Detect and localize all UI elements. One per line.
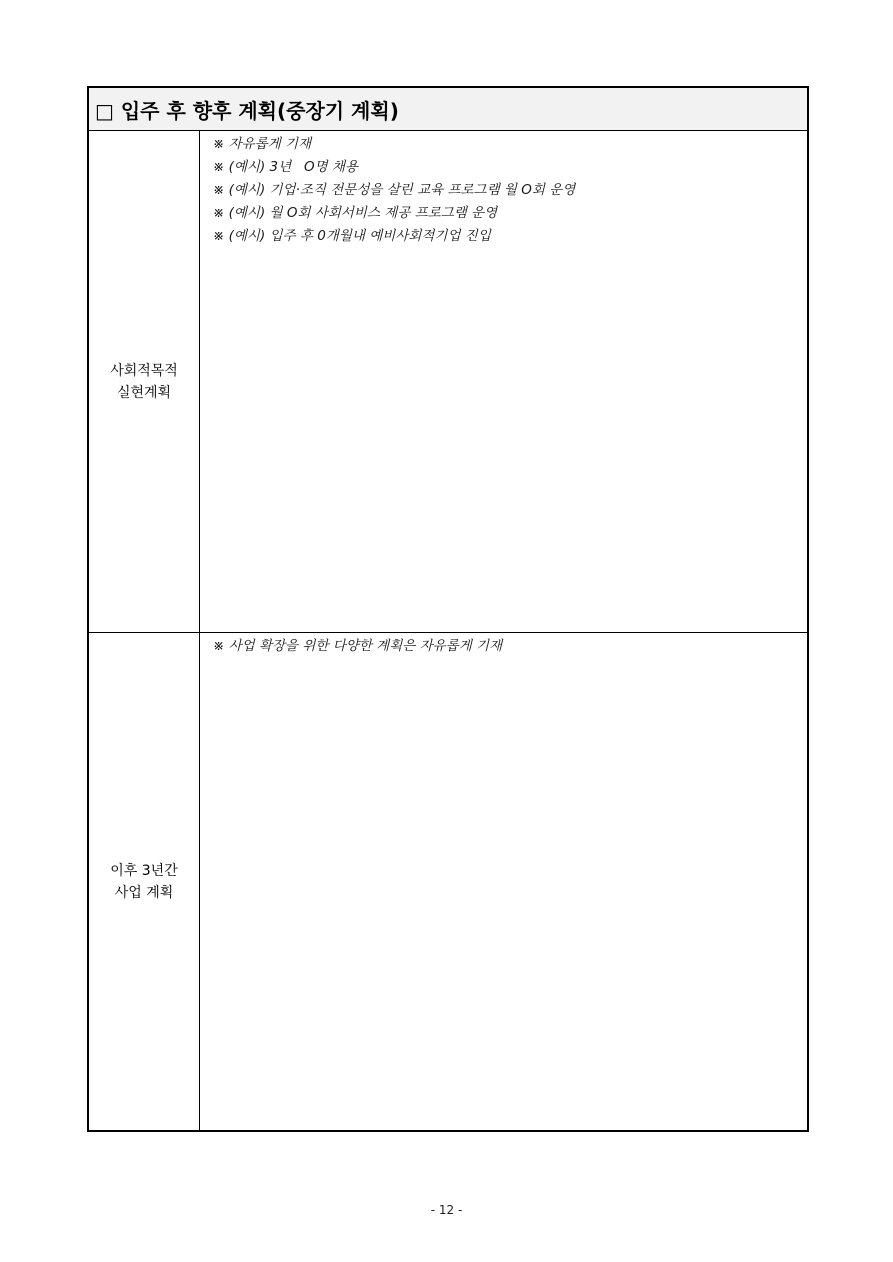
future-plan-table <box>87 86 809 1132</box>
guide-note: ※ (예시) 월 O회 사회서비스 제공 프로그램 운영 <box>213 205 498 221</box>
row-label-business-plan <box>89 633 200 1130</box>
content-field-social-purpose[interactable] <box>200 131 807 632</box>
guide-note: ※ 자유롭게 기재 <box>213 136 312 152</box>
table-row-business-plan <box>89 633 807 1130</box>
content-field-business-plan[interactable] <box>200 633 807 1130</box>
guide-note: ※ 사업 확장을 위한 다양한 계획은 자유롭게 기재 <box>213 638 503 654</box>
page-number: - 12 - <box>430 1203 463 1217</box>
section-header <box>89 88 807 131</box>
row-label-line: 이후 3년간 <box>110 862 178 879</box>
guide-note: ※ (예시) 3년 O명 채용 <box>213 159 359 175</box>
guide-note: ※ (예시) 기업·조직 전문성을 살린 교육 프로그램 월 O회 운영 <box>213 182 576 198</box>
guide-note: ※ (예시) 입주 후 0개월내 예비사회적기업 진입 <box>213 228 491 244</box>
row-label-social-purpose <box>89 131 200 632</box>
table-row-social-purpose <box>89 131 807 633</box>
row-label-line: 사업 계획 <box>114 884 174 901</box>
row-label-line: 사회적목적 <box>110 362 178 379</box>
section-title: □ 입주 후 향후 계획(중장기 계획) <box>95 98 399 123</box>
row-label-line: 실현계획 <box>116 384 172 401</box>
